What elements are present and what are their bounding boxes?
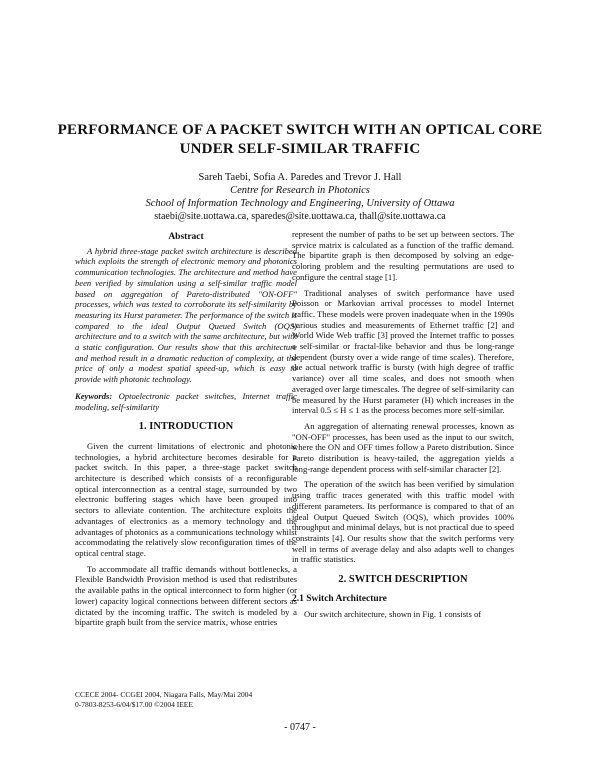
affiliation-centre: Centre for Research in Photonics	[230, 185, 370, 196]
intro-paragraph-continued: represent the number of paths to be set up between sectors. The service matrix is calculated as a function of the traffic demand. The bipartite graph is then decomposed by solving an edge-coloring problem and the resulting permutations are used to configure the central stage [1].	[292, 229, 514, 282]
right-column	[292, 229, 514, 619]
conference-footer	[75, 690, 252, 710]
keywords-label: Keywords:	[75, 390, 113, 401]
section-heading-introduction: 1. INTRODUCTION	[138, 421, 234, 433]
intro-paragraph-5: The operation of the switch has been verified by simulation using traffic traces generated with this traffic model with different parameters. Its performance is compared to that of an ideal Output Queued Switch (OQS), which provides 100% throughput and minimal delays, but is not practical due to speed constraints [4]. Our results show that the switch performs very well in terms of average delay and also adapts well to changes in traffic statistics.	[292, 479, 514, 565]
left-column	[75, 232, 297, 628]
keywords	[75, 391, 297, 412]
keywords-text: Optoelectronic packet switches, Internet traffic modeling, self-similarity	[75, 390, 297, 412]
section-heading-switch-description: 2. SWITCH DESCRIPTION	[338, 574, 468, 586]
subsection-heading-switch-architecture: 2.1 Switch Architecture	[292, 593, 387, 604]
footer-conference: CCECE 2004- CCGEI 2004, Niagara Falls, May/Mai 2004	[75, 690, 253, 699]
intro-paragraph-3: Traditional analyses of switch performance have used Poisson or Markovian arrival processes to model Internet traffic. These models were proven inadequate when in the 1990s various studies and measurements of Ethernet traffic [2] and World Wide Web traffic [3] proved the Internet traffic to posses a self-similar or fractal-like behavior and thus be long-range dependent (bursty over a wide range of time scales). Therefore, the actual network traffic is bursty (with high degree of traffic variance) over all time scales, and does not smooth when averaged over large timescales. The degree of self-similarity can be measured by the Hurst parameter (H) which increases in the interval 0.5 ≤ H ≤ 1 as the process becomes more self-similar.	[292, 287, 514, 416]
affiliation-school: School of Information Technology and Engineering, University of Ottawa	[145, 198, 455, 209]
author-emails: staebi@site.uottawa.ca, sparedes@site.uottawa.ca, thall@site.uottawa.ca	[154, 211, 446, 222]
intro-paragraph-4: An aggregation of alternating renewal processes, known as "ON-OFF" processes, has been used as the input to our switch, where the ON and OFF times follow a Pareto distribution. Since Pareto distribution is heavy-tailed, the aggregation yields a long-range dependent process with self-similar character [2].	[292, 420, 514, 474]
authors: Sareh Taebi, Sofia A. Paredes and Trevor J. Hall	[198, 172, 402, 183]
intro-paragraph-1: Given the current limitations of electronic and photonic technologies, a hybrid architecture becomes desirable for a packet switch. In this paper, a three-stage packet switch architecture is described which consists of a reconfigurable optical interconnection as a central stage, surrounded by two electronic buffering stages which have been grouped into sectors to alleviate contention. The architecture exploits the advantages of electronics as a memory technology and the advantages of photonics as a communications technology whilst accommodating the relatively slow reconfiguration times of the optical central stage.	[75, 440, 297, 558]
intro-paragraph-2: To accommodate all traffic demands without bottlenecks, a Flexible Bandwidth Provision method is used that redistributes the available paths in the optical interconnect to form higher (or lower) capacity logical connections between different sectors as dictated by the incoming traffic. The switch is modeled by a bipartite graph built from the service matrix, whose entries	[75, 563, 297, 628]
paper-title-line-1: PERFORMANCE OF A PACKET SWITCH WITH AN OPTICAL CORE	[57, 122, 543, 138]
paper-title-line-2: UNDER SELF-SIMILAR TRAFFIC	[179, 141, 421, 157]
abstract-text: A hybrid three-stage packet switch architecture is described which exploits the strength of electronic memory and photonics communication technologies. The architecture and method have been verified by simulation using a self-similar traffic model based on aggregation of Pareto-distributed "ON-OFF" processes, which was tested to corroborate its self-similarity by measuring its Hurst parameter. The performance of the switch is compared to the ideal Output Queued Switch (OQS) architecture and to a switch with the same architecture, but with a static configuration. Our results show that this architecture and method result in a dramatic reduction of complexity, at the price of only a modest spatial speed-up, which is easy to provide with photonic technology.	[75, 245, 297, 385]
architecture-paragraph-1: Our switch architecture, shown in Fig. 1 consists of	[304, 608, 482, 619]
page-number: - 0747 -	[284, 722, 316, 733]
abstract-heading: Abstract	[168, 232, 204, 242]
footer-isbn: 0-7803-8253-6/04/$17.00 ©2004 IEEE	[75, 700, 193, 709]
